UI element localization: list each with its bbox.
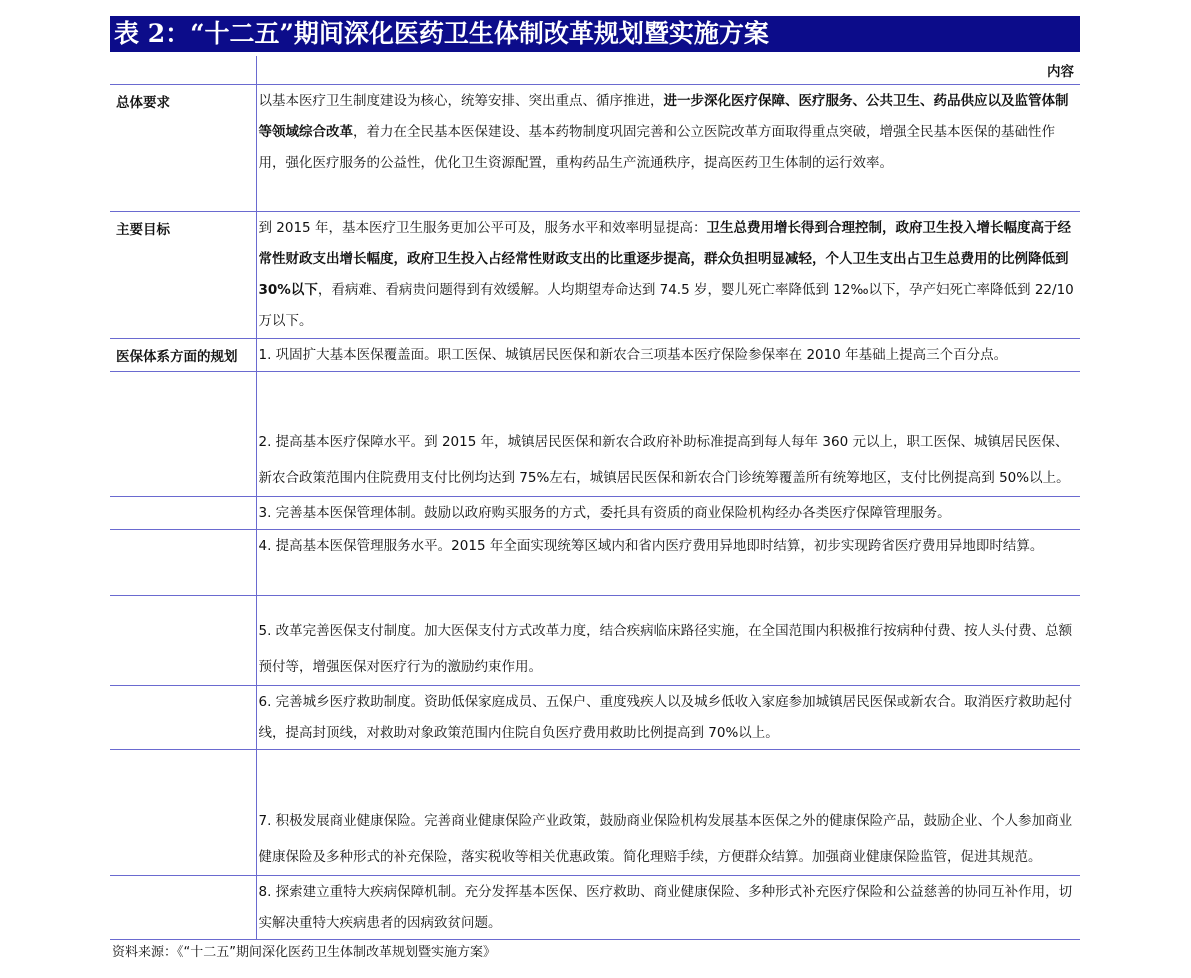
plan-table (110, 56, 1080, 940)
paragraph (259, 85, 1081, 179)
text-normal: ，着力在全民基本医保建设、基本药物制度巩固完善和公立医院改革方面取得重点突破，增强全民基本医保的基础性作用，强化医疗服务的公益性，优化卫生资源配置，重构药品生产流通秩序，提高医药卫生体制的运行效率。 (258, 124, 1055, 171)
row-label: 医保体系方面的规划 (110, 339, 256, 372)
row-content (256, 596, 1080, 686)
plan-item: 5. 改革完善医保支付制度。加大医保支付方式改革力度，结合疾病临床路径实施，在全国范围内积极推行按病种付费、按人头付费、总额预付等，增强医保对医疗行为的激励约束作用。 (258, 623, 1073, 675)
text-bold: 卫生总费用增长得到合理控制，政府卫生投入增长幅度高于经常性财政支出增长幅度，政府卫生投入占经常性财政支出的比重逐步提高，群众负担明显减轻，个人卫生支出占卫生总费用的比例降低到 30%以下 (258, 220, 1071, 298)
paragraph (259, 212, 1081, 337)
table-row-plan-4 (110, 530, 1080, 596)
plan-item: 6. 完善城乡医疗救助制度。资助低保家庭成员、五保户、重度残疾人以及城乡低收入家庭参加城镇居民医保或新农合。取消医疗救助起付线，提高封顶线，对救助对象政策范围内住院自负医疗费用救助比例提高到 70%以上。 (258, 694, 1073, 741)
plan-item: 2. 提高基本医疗保障水平。到 2015 年，城镇居民医保和新农合政府补助标准提高到每人每年 360 元以上，职工医保、城镇居民医保、新农合政策范围内住院费用支付比例均达到 75%左右，城镇居民医保和新农合门诊统筹覆盖所有统筹地区，支付比例提高到 50%以上。 (258, 434, 1070, 486)
row-label-empty (110, 750, 256, 876)
plan-item: 8. 探索建立重特大疾病保障机制。充分发挥基本医保、医疗救助、商业健康保险、多种形式补充医疗保险和公益慈善的协同互补作用，切实解决重特大疾病患者的因病致贫问题。 (258, 884, 1073, 931)
row-content (256, 686, 1080, 750)
table-row-plan-3 (110, 497, 1080, 530)
header-content-label: 内容 (1047, 64, 1074, 80)
row-content (256, 750, 1080, 876)
text-bold: 进一步深化医疗保障、医疗服务、公共卫生、药品供应以及监管体制等领域综合改革 (258, 93, 1069, 140)
plan-item: 1. 巩固扩大基本医保覆盖面。职工医保、城镇居民医保和新农合三项基本医疗保险参保率在 2010 年基础上提高三个百分点。 (258, 347, 1008, 363)
row-label: 总体要求 (110, 85, 256, 212)
row-label: 主要目标 (110, 212, 256, 339)
table-row-plan-6 (110, 686, 1080, 750)
table-row-plan-8 (110, 876, 1080, 940)
source-note: 资料来源：《“十二五”期间深化医药卫生体制改革规划暨实施方案》 (112, 945, 496, 960)
row-content (256, 372, 1080, 497)
row-label-empty (110, 530, 256, 596)
row-label-empty (110, 497, 256, 530)
text-normal: 以基本医疗卫生制度建设为核心，统筹安排、突出重点、循序推进， (258, 93, 664, 109)
row-content (256, 876, 1080, 940)
row-content (256, 530, 1080, 596)
text-normal: ，看病难、看病贵问题得到有效缓解。人均期望寿命达到 74.5 岁，婴儿死亡率降低到 12‰以下，孕产妇死亡率降低到 22/10 万以下。 (258, 282, 1074, 329)
header-label-cell (110, 56, 256, 85)
table-row-plan-2 (110, 372, 1080, 497)
table-row-plan-5 (110, 596, 1080, 686)
row-content (256, 85, 1080, 212)
text-normal: 到 2015 年，基本医疗卫生服务更加公平可及，服务水平和效率明显提高： (258, 220, 707, 236)
row-content (256, 497, 1080, 530)
header-content-cell (256, 56, 1080, 85)
row-label-empty (110, 372, 256, 497)
plan-item: 7. 积极发展商业健康保险。完善商业健康保险产业政策，鼓励商业保险机构发展基本医保之外的健康保险产品，鼓励企业、个人参加商业健康保险及多种形式的补充保险，落实税收等相关优惠政策。简化理赔手续，方便群众结算。加强商业健康保险监管，促进其规范。 (258, 813, 1073, 865)
table-title: 表 2：“十二五”期间深化医药卫生体制改革规划暨实施方案 (110, 16, 1080, 52)
row-content (256, 212, 1080, 339)
plan-item: 3. 完善基本医保管理体制。鼓励以政府购买服务的方式，委托具有资质的商业保险机构经办各类医疗保障管理服务。 (258, 505, 951, 521)
table-row-plan-1 (110, 339, 1080, 372)
row-content (256, 339, 1080, 372)
plan-item: 4. 提高基本医保管理服务水平。2015 年全面实现统筹区域内和省内医疗费用异地即时结算，初步实现跨省医疗费用异地即时结算。 (258, 538, 1044, 554)
row-label-empty (110, 686, 256, 750)
row-label-empty (110, 596, 256, 686)
row-label-empty (110, 876, 256, 940)
table-row-plan-7 (110, 750, 1080, 876)
header-row (110, 56, 1080, 85)
table-row-goals (110, 212, 1080, 339)
table-row-overall (110, 85, 1080, 212)
